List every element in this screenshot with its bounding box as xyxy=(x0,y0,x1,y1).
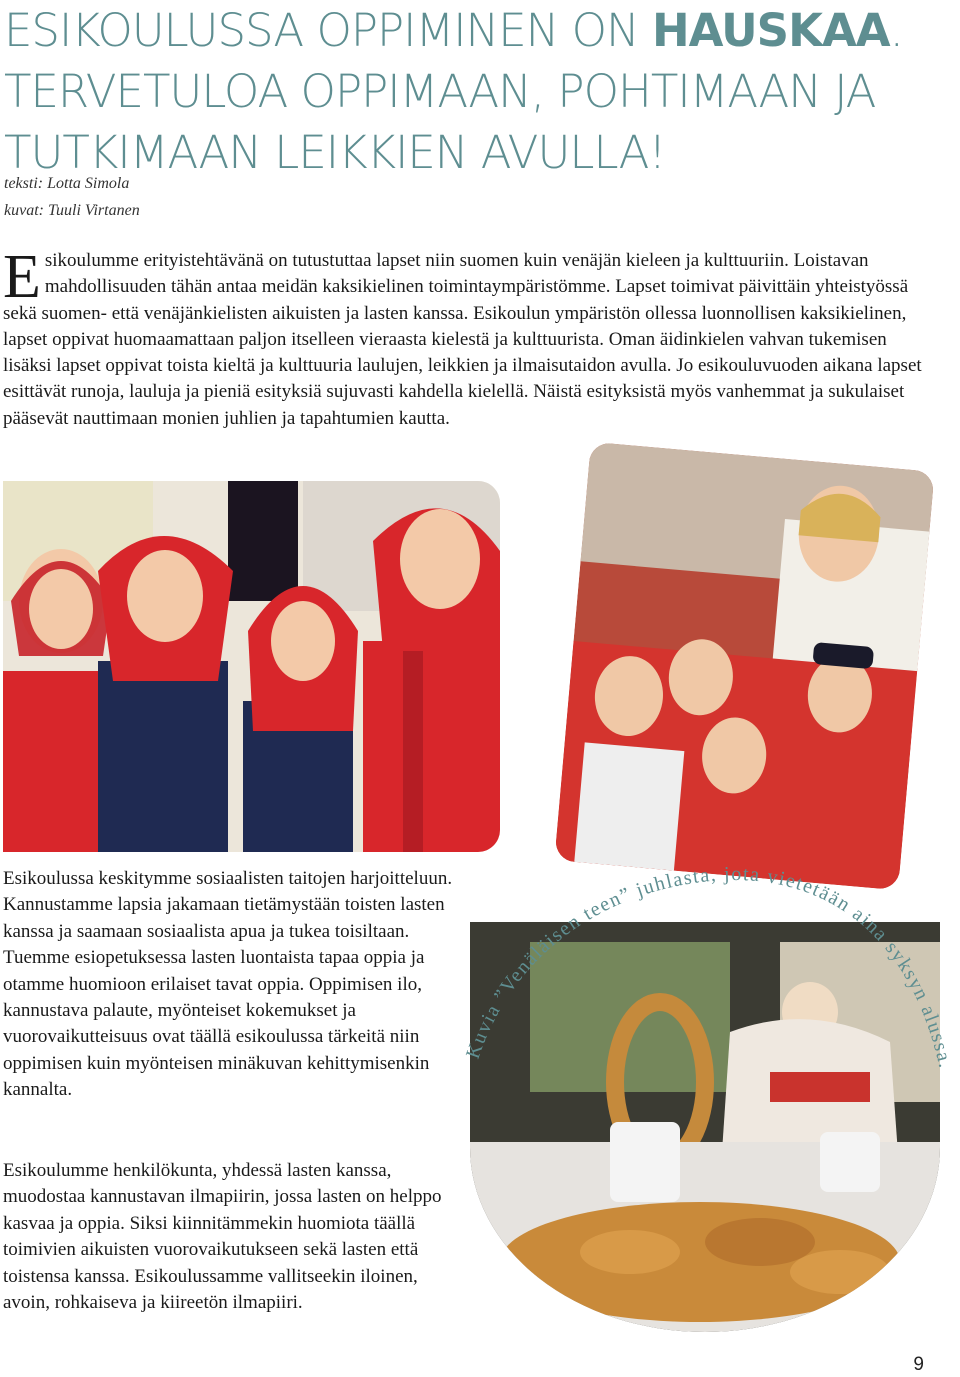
title-line-2: TERVETULOA OPPIMAAN, POHTIMAAN JA xyxy=(4,65,876,118)
photo-caption: Kuvia ”Venäläisen teen” juhlasta, jota vietetään aina syksyn alussa. xyxy=(461,862,957,1071)
intro-body: sikoulumme erityistehtävänä on tutustuttaa lapset niin suomen kuin venäjän kieleen ja kulttuuriin. Loistavan mahdollisuuden tähän antaa meidän kaksikielinen toimintaympäristömme. Lapset toimivat päivittäin yhteistyössä sekä suomen- että venäjänkielisten aikuisten ja lasten kanssa. Esikoulun ympäristön ollessa luonnollisen kaksikielinen, lapset oppivat huomaamattaan paljon itselleen vieraasta kielestä ja kulttuurista. Oman äidinkielen vahvan tukemisen lisäksi lapset oppivat toista kieltä ja kulttuuria laulujen, leikkien ja ilmaisutaidon avulla. Jo esikouluvuoden aikana lapset esittävät runoja, lauluja ja pieniä esityksiä sujuvasti kahdella kielellä. Näistä esityksistä myös vanhemmat ja sukulaiset pääsevät nauttimaan monien juhlien ja tapahtumien kautta. xyxy=(3,250,922,429)
intro-paragraph xyxy=(3,243,933,432)
photo-tea-illustration xyxy=(470,922,940,1332)
photo-children-illustration xyxy=(554,442,934,890)
title-line-1: ESIKOULUSSA OPPIMINEN ON HAUSKAA. xyxy=(4,4,903,57)
page-title xyxy=(4,0,954,183)
drop-cap: E xyxy=(3,243,41,311)
photo-tea-table xyxy=(470,922,940,1332)
title-line-3: TUTKIMAAN LEIKKIEN AVULLA! xyxy=(4,126,666,179)
photo-girls-in-scarves xyxy=(3,481,500,852)
photo-credit: kuvat: Tuuli Virtanen xyxy=(4,202,140,219)
paragraph-staff-atmosphere: Esikoulumme henkilökunta, yhdessä lasten kanssa, muodostaa kannustavan ilmapiirin, jossa lasten on helppo kasvaa ja oppia. Siksi kiinnitämmekin huomiota täällä toimivien aikuisten vuorovaikutukseen sekä lasten että toistensa kanssa. Esikoulussamme vallitseekin iloinen, avoin, rohkaiseva ja kiireetön ilmapiiri. xyxy=(3,1160,442,1314)
title-emphasis: HAUSKAA xyxy=(652,4,890,57)
page-number: 9 xyxy=(913,1354,924,1375)
paragraph-social-skills: Esikoulussa keskitymme sosiaalisten taitojen harjoitteluun. Kannustamme lapsia jakamaan tietämystään toisten lasten kanssa ja saamaan sosiaalista apua ja tukea toisiltaan. Tuemme esiopetuksessa lasten luontaista tapaa oppia ja otamme huomioon erilaiset tavat oppia. Oppimisen ilo, kannustava palaute, myönteiset kokemukset ja vuorovaikutteisuus ovat täällä esikoulussa tärkeitä niin oppimisen kuin myönteisen minäkuvan kehittymisenkin kannalta. xyxy=(3,868,453,1101)
text-credit: teksti: Lotta Simola xyxy=(4,175,130,192)
photo-girls-illustration xyxy=(3,481,500,852)
photo-children-with-teacher xyxy=(554,442,934,890)
